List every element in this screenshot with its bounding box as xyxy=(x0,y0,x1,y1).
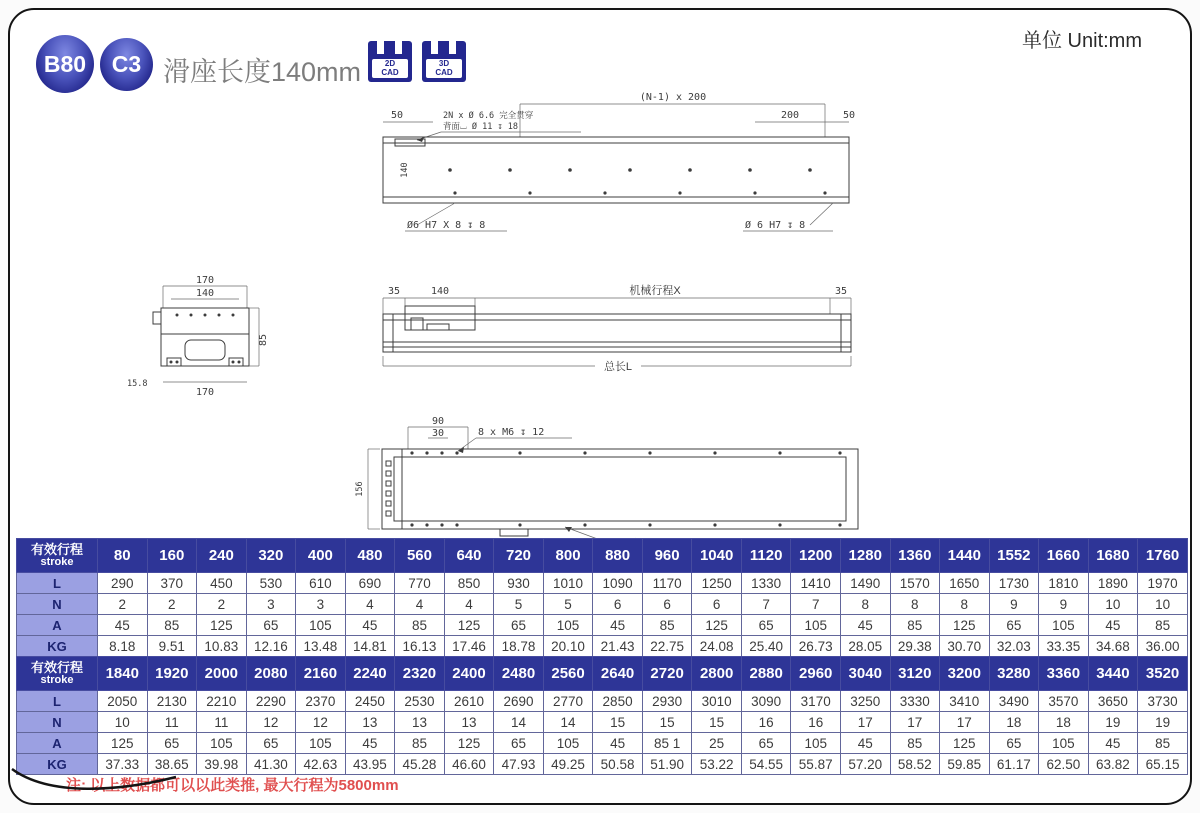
table-cell: 125 xyxy=(444,615,494,636)
table-cell: 850 xyxy=(444,573,494,594)
table-cell: 16 xyxy=(791,712,841,733)
cad-2d-download-button[interactable] xyxy=(368,41,412,82)
total-length-label: 总长L xyxy=(603,361,633,373)
table-cell: 105 xyxy=(791,615,841,636)
table-cell: 2690 xyxy=(494,691,544,712)
table-cell: 85 xyxy=(642,615,692,636)
table-cell: 65 xyxy=(989,733,1039,754)
table-cell: 2210 xyxy=(197,691,247,712)
table-cell: 33.35 xyxy=(1039,636,1089,657)
cad-3d-download-button[interactable] xyxy=(422,41,466,82)
stroke-spec-tables xyxy=(16,538,1188,775)
model-badge-c3 xyxy=(100,38,153,91)
hole-label-left: Ø6 H7 X 8 ↧ 8 xyxy=(407,220,486,231)
table-cell: 62.50 xyxy=(1039,754,1089,775)
stroke-header-cell: 320 xyxy=(246,539,296,573)
table-cell: 19 xyxy=(1088,712,1138,733)
table-cell: 4 xyxy=(345,594,395,615)
table-cell: 1810 xyxy=(1039,573,1089,594)
table-cell: 8 xyxy=(940,594,990,615)
stroke-header-cell: 2080 xyxy=(246,657,296,691)
table-cell: 125 xyxy=(98,733,148,754)
stroke-header-cell: 1840 xyxy=(98,657,148,691)
table-cell: 2 xyxy=(147,594,197,615)
table-cell: 105 xyxy=(1039,733,1089,754)
dim-90: 90 xyxy=(431,416,445,427)
stroke-header-cell: 2560 xyxy=(543,657,593,691)
table-cell: 125 xyxy=(197,615,247,636)
table-cell: 4 xyxy=(444,594,494,615)
table-cell: 45.28 xyxy=(395,754,445,775)
dim-50-right: 50 xyxy=(842,110,856,121)
footnote: 注: 以上数据都可以以此类推, 最大行程为5800mm xyxy=(66,777,399,794)
stroke-header-cell: 3520 xyxy=(1138,657,1188,691)
table-cell: 10 xyxy=(98,712,148,733)
table-cell: 930 xyxy=(494,573,544,594)
table-cell: 59.85 xyxy=(940,754,990,775)
table-cell: 45 xyxy=(840,615,890,636)
table-cell: 3 xyxy=(296,594,346,615)
table-cell: 6 xyxy=(692,594,742,615)
table-cell: 5 xyxy=(494,594,544,615)
row-label: A xyxy=(17,615,98,636)
stroke-header-cell: 640 xyxy=(444,539,494,573)
table-cell: 42.63 xyxy=(296,754,346,775)
row-label: A xyxy=(17,733,98,754)
table-cell: 45 xyxy=(593,733,643,754)
stroke-header-cell: 3040 xyxy=(840,657,890,691)
table-cell: 14 xyxy=(494,712,544,733)
table-cell: 2050 xyxy=(98,691,148,712)
cad-3d-label-line2: CAD xyxy=(435,67,453,77)
stroke-header-cell: 480 xyxy=(345,539,395,573)
table-cell: 16.13 xyxy=(395,636,445,657)
dim-140: 140 xyxy=(195,288,215,299)
stroke-header-cell: 1440 xyxy=(940,539,990,573)
table-row xyxy=(17,615,1188,636)
table-cell: 85 xyxy=(890,615,940,636)
table-cell: 5 xyxy=(543,594,593,615)
stroke-header-cell: 2320 xyxy=(395,657,445,691)
table-cell: 105 xyxy=(296,733,346,754)
table-cell: 85 xyxy=(1138,733,1188,754)
dim-15-8: 15.8 xyxy=(127,379,148,389)
table-cell: 2770 xyxy=(543,691,593,712)
table-row xyxy=(17,594,1188,615)
hole-label-right: Ø 6 H7 ↧ 8 xyxy=(745,220,806,231)
stroke-header-cell: 2800 xyxy=(692,657,742,691)
datasheet-card xyxy=(8,8,1192,805)
cad-2d-label-line2: CAD xyxy=(381,67,399,77)
table-cell: 22.75 xyxy=(642,636,692,657)
table-cell: 65 xyxy=(741,615,791,636)
table-cell: 50.58 xyxy=(593,754,643,775)
table-cell: 13 xyxy=(444,712,494,733)
table-cell: 4 xyxy=(395,594,445,615)
table-cell: 2530 xyxy=(395,691,445,712)
holes-top-label: 8 x M6 ↧ 12 xyxy=(478,427,545,438)
table-cell: 17.46 xyxy=(444,636,494,657)
table-cell: 45 xyxy=(1088,615,1138,636)
dim-170-top: 170 xyxy=(195,275,215,286)
table-cell: 530 xyxy=(246,573,296,594)
table-cell: 24.08 xyxy=(692,636,742,657)
table-cell: 770 xyxy=(395,573,445,594)
table-cell: 28.05 xyxy=(840,636,890,657)
table-cell: 13 xyxy=(345,712,395,733)
table-cell: 7 xyxy=(791,594,841,615)
row-label: L xyxy=(17,691,98,712)
table-cell: 14 xyxy=(543,712,593,733)
table-cell: 65.15 xyxy=(1138,754,1188,775)
table-cell: 450 xyxy=(197,573,247,594)
table-cell: 85 xyxy=(395,615,445,636)
stroke-header-cell: 1360 xyxy=(890,539,940,573)
mechanical-stroke-label: 机械行程X xyxy=(629,285,681,297)
decorative-swoosh xyxy=(10,761,180,801)
dim-85: 85 xyxy=(258,333,269,347)
stroke-header-cell: 3120 xyxy=(890,657,940,691)
table-cell: 1490 xyxy=(840,573,890,594)
table-row xyxy=(17,754,1188,775)
dim-140: 140 xyxy=(430,286,450,297)
table-row xyxy=(17,636,1188,657)
stroke-header-cell: 2400 xyxy=(444,657,494,691)
series-badge-b80 xyxy=(36,35,94,93)
row-label: N xyxy=(17,712,98,733)
table-cell: 3410 xyxy=(940,691,990,712)
table-cell: 125 xyxy=(692,615,742,636)
page-title: 滑座长度140mm xyxy=(163,57,362,87)
table-cell: 65 xyxy=(147,733,197,754)
table-cell: 15 xyxy=(642,712,692,733)
hole-note-line1: 2N x Ø 6.6 完全贯穿 xyxy=(443,111,534,121)
dim-35-left: 35 xyxy=(387,286,401,297)
table-cell: 3570 xyxy=(1039,691,1089,712)
stroke-header-cell: 2880 xyxy=(741,657,791,691)
table-cell: 21.43 xyxy=(593,636,643,657)
stroke-header-cell: 1660 xyxy=(1039,539,1089,573)
table-cell: 57.20 xyxy=(840,754,890,775)
stroke-header-label: 有效行程 stroke xyxy=(17,657,98,691)
table-cell: 105 xyxy=(791,733,841,754)
table-cell: 45 xyxy=(345,615,395,636)
table-cell: 49.25 xyxy=(543,754,593,775)
table-cell: 690 xyxy=(345,573,395,594)
table-cell: 10.83 xyxy=(197,636,247,657)
table-cell: 1650 xyxy=(940,573,990,594)
table-cell: 10 xyxy=(1138,594,1188,615)
table-cell: 65 xyxy=(989,615,1039,636)
table-cell: 1090 xyxy=(593,573,643,594)
stroke-header-cell: 1120 xyxy=(741,539,791,573)
stroke-header-cell: 80 xyxy=(98,539,148,573)
table-cell: 85 xyxy=(147,615,197,636)
table-cell: 3170 xyxy=(791,691,841,712)
drawing-top-view xyxy=(355,82,875,247)
table-cell: 85 xyxy=(395,733,445,754)
table-cell: 3650 xyxy=(1088,691,1138,712)
table-cell: 105 xyxy=(543,615,593,636)
table-cell: 11 xyxy=(147,712,197,733)
table-cell: 3090 xyxy=(741,691,791,712)
dim-156: 156 xyxy=(355,481,365,497)
table-cell: 32.03 xyxy=(989,636,1039,657)
drawing-section-view xyxy=(125,272,285,402)
table-cell: 1010 xyxy=(543,573,593,594)
table-cell: 2370 xyxy=(296,691,346,712)
table-cell: 105 xyxy=(296,615,346,636)
table-cell: 9 xyxy=(1039,594,1089,615)
dim-35-right: 35 xyxy=(834,286,848,297)
stroke-header-cell: 1200 xyxy=(791,539,841,573)
table-cell: 25 xyxy=(692,733,742,754)
table-row xyxy=(17,573,1188,594)
table-row xyxy=(17,733,1188,754)
table-cell: 25.40 xyxy=(741,636,791,657)
cad-3d-label-line1: 3D xyxy=(438,59,450,68)
table-row xyxy=(17,712,1188,733)
table-cell: 1250 xyxy=(692,573,742,594)
table-cell: 1410 xyxy=(791,573,841,594)
table-cell: 105 xyxy=(197,733,247,754)
table-cell: 125 xyxy=(940,615,990,636)
stroke-header-cell: 160 xyxy=(147,539,197,573)
stroke-header-cell: 240 xyxy=(197,539,247,573)
stroke-header-cell: 2000 xyxy=(197,657,247,691)
table-cell: 2 xyxy=(98,594,148,615)
table-cell: 3730 xyxy=(1138,691,1188,712)
table-cell: 3250 xyxy=(840,691,890,712)
table-cell: 125 xyxy=(444,733,494,754)
stroke-header-cell: 2160 xyxy=(296,657,346,691)
dim-200: 200 xyxy=(780,110,800,121)
table-cell: 13.48 xyxy=(296,636,346,657)
cad-2d-label-line1: 2D xyxy=(384,59,396,68)
table-cell: 26.73 xyxy=(791,636,841,657)
table-cell: 63.82 xyxy=(1088,754,1138,775)
row-label: N xyxy=(17,594,98,615)
table-cell: 18 xyxy=(1039,712,1089,733)
table-cell: 3330 xyxy=(890,691,940,712)
table-cell: 29.38 xyxy=(890,636,940,657)
dim-170-bottom: 170 xyxy=(195,387,215,398)
stroke-header-cell: 400 xyxy=(296,539,346,573)
table-cell: 125 xyxy=(940,733,990,754)
stroke-header-cell: 3280 xyxy=(989,657,1039,691)
table-cell: 65 xyxy=(494,615,544,636)
table-cell: 8 xyxy=(840,594,890,615)
table-cell: 65 xyxy=(246,733,296,754)
stroke-header-cell: 2960 xyxy=(791,657,841,691)
stroke-header-cell: 720 xyxy=(494,539,544,573)
table-cell: 46.60 xyxy=(444,754,494,775)
table-cell: 1890 xyxy=(1088,573,1138,594)
stroke-table-1 xyxy=(16,538,1188,657)
table-cell: 7 xyxy=(741,594,791,615)
table-cell: 65 xyxy=(246,615,296,636)
table-cell: 12 xyxy=(296,712,346,733)
table-cell: 1730 xyxy=(989,573,1039,594)
table-cell: 8.18 xyxy=(98,636,148,657)
table-cell: 17 xyxy=(890,712,940,733)
table-cell: 8 xyxy=(890,594,940,615)
drawing-side-view xyxy=(355,278,875,378)
table-cell: 10 xyxy=(1088,594,1138,615)
table-cell: 18 xyxy=(989,712,1039,733)
unit-label: 单位 Unit:mm xyxy=(1022,30,1142,52)
table-cell: 45 xyxy=(593,615,643,636)
table-cell: 9.51 xyxy=(147,636,197,657)
stroke-header-cell: 1680 xyxy=(1088,539,1138,573)
stroke-header-cell: 2720 xyxy=(642,657,692,691)
drawing-bottom-view xyxy=(350,415,880,550)
stroke-header-cell: 560 xyxy=(395,539,445,573)
stroke-header-cell: 1552 xyxy=(989,539,1039,573)
table-cell: 2610 xyxy=(444,691,494,712)
table-cell: 2450 xyxy=(345,691,395,712)
table-cell: 14.81 xyxy=(345,636,395,657)
table-cell: 51.90 xyxy=(642,754,692,775)
table-cell: 61.17 xyxy=(989,754,1039,775)
table-cell: 45 xyxy=(345,733,395,754)
table-cell: 6 xyxy=(642,594,692,615)
table-cell: 37.33 xyxy=(98,754,148,775)
table-cell: 2290 xyxy=(246,691,296,712)
stroke-header-cell: 3200 xyxy=(940,657,990,691)
table-cell: 85 xyxy=(890,733,940,754)
stroke-header-cell: 960 xyxy=(642,539,692,573)
table-cell: 65 xyxy=(494,733,544,754)
dim-140-vertical: 140 xyxy=(400,162,410,178)
table-cell: 17 xyxy=(840,712,890,733)
table-cell: 1570 xyxy=(890,573,940,594)
dim-30: 30 xyxy=(431,428,445,439)
table-cell: 43.95 xyxy=(345,754,395,775)
table-cell: 85 1 xyxy=(642,733,692,754)
table-cell: 3010 xyxy=(692,691,742,712)
table-cell: 11 xyxy=(197,712,247,733)
stroke-header-cell: 2240 xyxy=(345,657,395,691)
table-cell: 47.93 xyxy=(494,754,544,775)
table-cell: 12 xyxy=(246,712,296,733)
stroke-header-cell: 3440 xyxy=(1088,657,1138,691)
series-badge-label: B80 xyxy=(43,50,87,77)
stroke-header-cell: 1280 xyxy=(840,539,890,573)
table-cell: 12.16 xyxy=(246,636,296,657)
stroke-header-cell: 2640 xyxy=(593,657,643,691)
table-cell: 65 xyxy=(741,733,791,754)
table-cell: 1330 xyxy=(741,573,791,594)
table-cell: 6 xyxy=(593,594,643,615)
table-cell: 9 xyxy=(989,594,1039,615)
table-cell: 290 xyxy=(98,573,148,594)
stroke-header-cell: 1920 xyxy=(147,657,197,691)
table-cell: 16 xyxy=(741,712,791,733)
table-cell: 19 xyxy=(1138,712,1188,733)
table-cell: 54.55 xyxy=(741,754,791,775)
table-cell: 370 xyxy=(147,573,197,594)
table-cell: 105 xyxy=(543,733,593,754)
table-cell: 39.98 xyxy=(197,754,247,775)
stroke-header-cell: 2480 xyxy=(494,657,544,691)
table-cell: 85 xyxy=(1138,615,1188,636)
stroke-header-cell: 1040 xyxy=(692,539,742,573)
table-cell: 34.68 xyxy=(1088,636,1138,657)
row-label: L xyxy=(17,573,98,594)
row-label: KG xyxy=(17,754,98,775)
stroke-header-cell: 1760 xyxy=(1138,539,1188,573)
table-cell: 2930 xyxy=(642,691,692,712)
table-cell: 45 xyxy=(1088,733,1138,754)
table-cell: 610 xyxy=(296,573,346,594)
stroke-header-label: 有效行程 stroke xyxy=(17,539,98,573)
table-cell: 15 xyxy=(593,712,643,733)
stroke-header-cell: 880 xyxy=(593,539,643,573)
table-cell: 2850 xyxy=(593,691,643,712)
row-label: KG xyxy=(17,636,98,657)
table-cell: 1170 xyxy=(642,573,692,594)
hole-note-line2: 背面⌴ Ø 11 ↧ 18 xyxy=(443,122,518,132)
stroke-table-2 xyxy=(16,656,1188,775)
dim-n1x200: (N-1) x 200 xyxy=(639,92,707,103)
table-cell: 3 xyxy=(246,594,296,615)
table-cell: 1970 xyxy=(1138,573,1188,594)
table-row xyxy=(17,691,1188,712)
dim-50-left: 50 xyxy=(390,110,404,121)
model-badge-label: C3 xyxy=(111,51,142,77)
table-cell: 105 xyxy=(1039,615,1089,636)
table-cell: 41.30 xyxy=(246,754,296,775)
table-cell: 55.87 xyxy=(791,754,841,775)
table-cell: 17 xyxy=(940,712,990,733)
table-cell: 20.10 xyxy=(543,636,593,657)
table-cell: 45 xyxy=(98,615,148,636)
stroke-header-cell: 3360 xyxy=(1039,657,1089,691)
table-cell: 36.00 xyxy=(1138,636,1188,657)
table-cell: 58.52 xyxy=(890,754,940,775)
table-cell: 30.70 xyxy=(940,636,990,657)
stroke-header-cell: 800 xyxy=(543,539,593,573)
table-cell: 38.65 xyxy=(147,754,197,775)
table-cell: 45 xyxy=(840,733,890,754)
table-cell: 2 xyxy=(197,594,247,615)
table-cell: 3490 xyxy=(989,691,1039,712)
table-cell: 2130 xyxy=(147,691,197,712)
table-cell: 15 xyxy=(692,712,742,733)
table-cell: 13 xyxy=(395,712,445,733)
table-cell: 53.22 xyxy=(692,754,742,775)
table-cell: 18.78 xyxy=(494,636,544,657)
